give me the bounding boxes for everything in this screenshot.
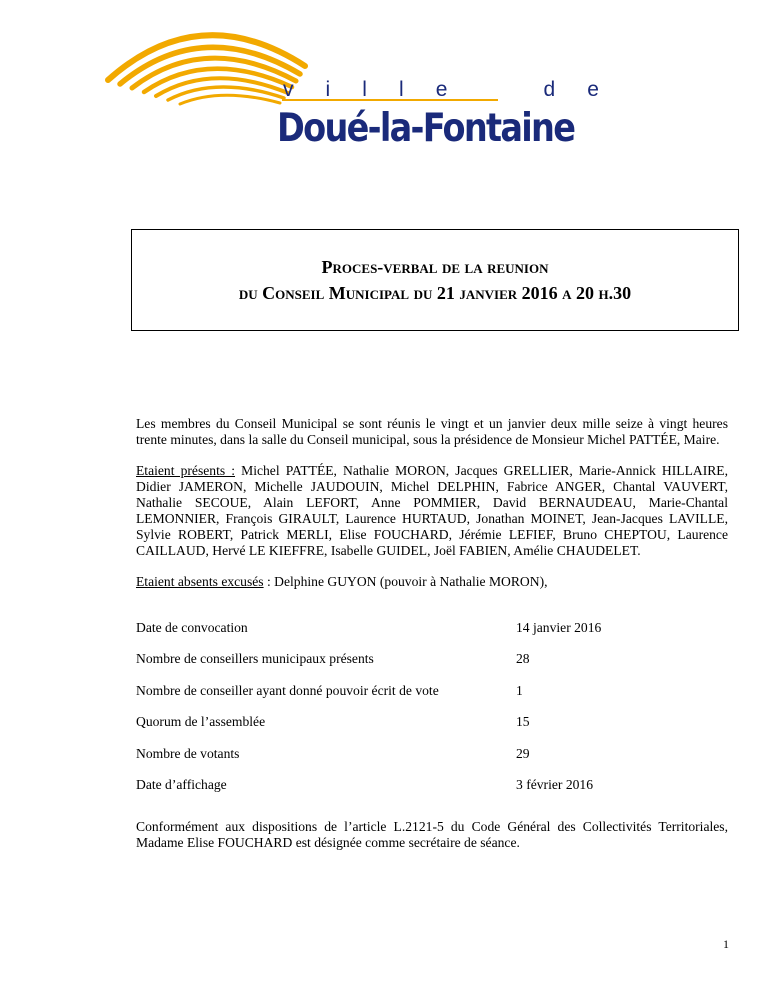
absent-paragraph [136, 574, 728, 590]
absent-names: : Delphine GUYON (pouvoir à Nathalie MORON), [263, 574, 548, 589]
document-title-line-2: du Conseil Municipal du 21 janvier 2016 a 20 h.30 [238, 283, 632, 303]
info-label: Date d’affichage [136, 776, 227, 792]
present-label: Etaient présents : [136, 463, 236, 478]
logo-spacer [479, 78, 511, 102]
logo-letter: l [398, 78, 404, 101]
info-value: 29 [516, 745, 530, 761]
info-value: 3 février 2016 [516, 776, 594, 792]
info-value: 28 [516, 651, 530, 667]
info-row [136, 714, 728, 745]
info-label: Quorum de l’assemblée [136, 714, 266, 730]
info-label: Nombre de conseillers municipaux présents [136, 651, 374, 667]
info-value: 15 [516, 714, 530, 730]
logo-town-name: Doué-la-Fontaine [277, 106, 575, 151]
document-title-line-1: Proces-verbal de la reunion [321, 257, 549, 277]
info-label: Date de convocation [136, 620, 248, 635]
logo-letter: e [435, 78, 448, 101]
present-paragraph [136, 463, 728, 559]
closing-paragraph: Conformément aux dispositions de l’article L.2121-5 du Code Général des Collectivités Territoriales, Madame Elise FOUCHARD est désignée comme secrétaire de séance. [136, 818, 728, 850]
info-value: 1 [516, 682, 523, 698]
info-row [136, 746, 728, 777]
town-logo [100, 18, 599, 158]
info-row [136, 777, 728, 808]
info-label: Nombre de votants [136, 745, 240, 761]
page-number: 1 [723, 937, 729, 951]
meeting-info-list [136, 620, 728, 808]
info-row [136, 651, 728, 682]
info-label: Nombre de conseiller ayant donné pouvoir écrit de vote [136, 682, 439, 698]
absent-label: Etaient absents excusés [136, 574, 264, 589]
document-body [136, 416, 728, 590]
logo-letter: v [283, 78, 294, 101]
info-row [136, 683, 728, 714]
info-value: 14 janvier 2016 [516, 620, 602, 635]
logo-letter: l [362, 78, 367, 101]
logo-letter: d [543, 78, 556, 101]
logo-letter: i [325, 78, 331, 101]
logo-letter: e [587, 78, 599, 101]
logo-ville-de [283, 78, 599, 102]
present-names: Michel PATTÉE, Nathalie MORON, Jacques GRELLIER, Marie-Annick HILLAIRE, Didier JAMERON, Michelle JAUDOUIN, Michel DELPHIN, Fabrice ANGER, Chantal VAUVERT, Nathalie SECOUE, Alain LEFORT, Anne POMMIER, David BERNAUDEAU, Marie-Chantal LEMONNIER, François GIRAULT, Laurence HURTAUD, Jonathan MOINET, Jean-Jacques LAVILLE, Sylvie ROBERT, Patrick MERLI, Elise FOUCHARD, Jérémie LEFIEF, Bruno CHEPTOU, Laurence CAILLAUD, Hervé LE KIEFFRE, Isabelle GUIDEL, Joël FABIEN, Amélie CHAUDELET. [136, 463, 728, 558]
document-title-box [131, 229, 739, 331]
intro-paragraph: Les membres du Conseil Municipal se sont réunis le vingt et un janvier deux mille seize à vingt heures trente minutes, dans la salle du Conseil municipal, sous la présidence de Monsieur Michel PATTÉE, Maire. [136, 416, 728, 447]
info-row [136, 620, 728, 651]
